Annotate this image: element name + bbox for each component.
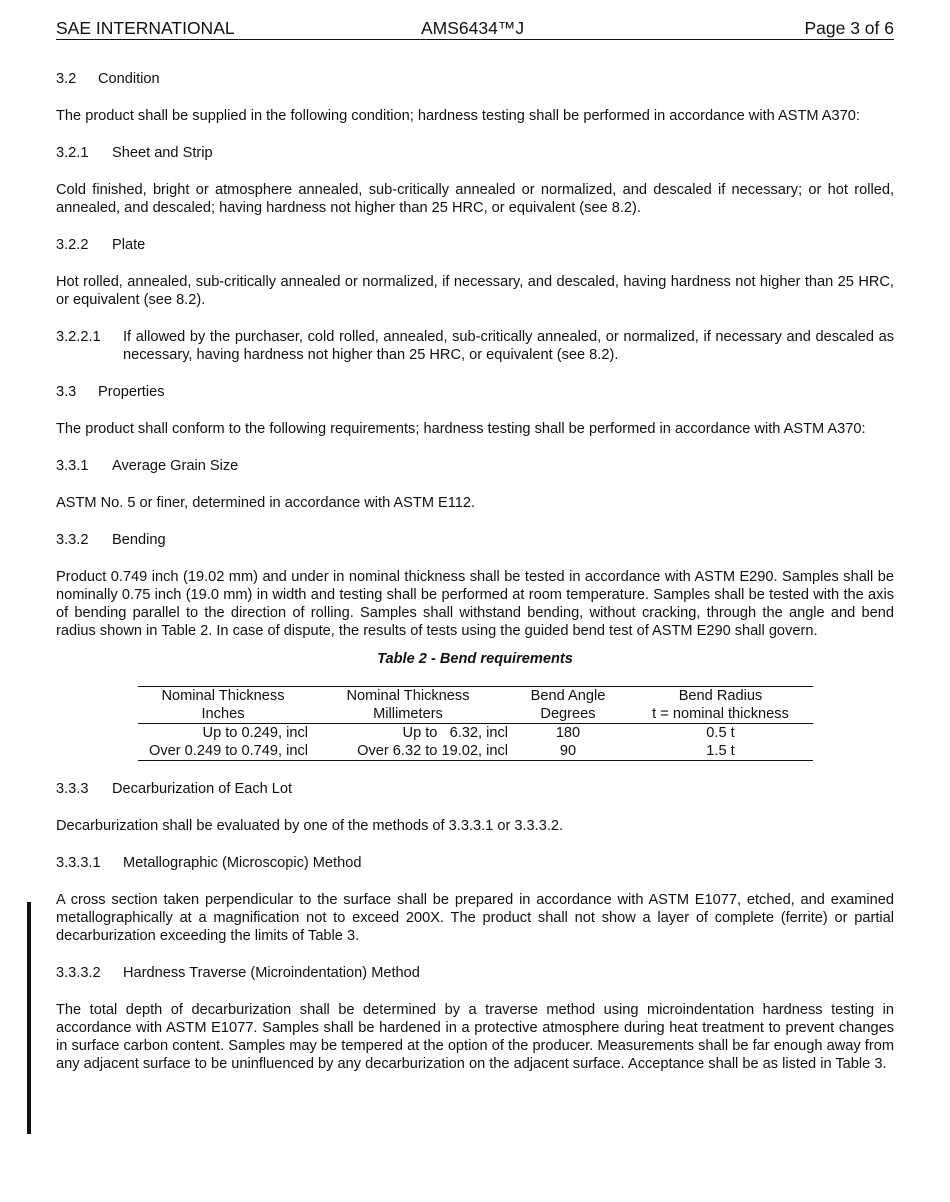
section-3-3-2-heading <box>56 531 894 549</box>
table-cell: Up to 6.32, incl <box>402 725 508 741</box>
col-subheader: Inches <box>138 705 308 724</box>
table-cell: 180 <box>555 725 581 741</box>
section-number: 3.2.1 <box>56 145 89 161</box>
section-3-3-1-heading <box>56 457 894 475</box>
org-name: SAE INTERNATIONAL <box>56 18 235 38</box>
section-3-3-text: The product shall conform to the following requirements; hardness testing shall be performed in accordance with ASTM A370: <box>56 421 866 437</box>
section-title: Hardness Traverse (Microindentation) Method <box>123 965 420 981</box>
section-number: 3.3 <box>56 384 77 400</box>
section-3-2-heading <box>56 70 894 88</box>
col-header: Nominal Thickness <box>138 687 308 706</box>
section-3-3-3-2-text: The total depth of decarburization shall be determined by a traverse method using microindentation hardness testing in accordance with ASTM E1077. Samples shall be hardened in a protective atmosphere during heat treatment to prevent changes in surface carbon content. Samples may be tempered at the option of the producer. Measurements shall be far enough away from any adjacent surface to be uninfluenced by any decarburization on the adjacent surface. Acceptance shall be as listed in Table 3. <box>56 1002 894 1072</box>
section-3-2-1-text: Cold finished, bright or atmosphere annealed, sub-critically annealed or normalized, and descaled if necessary; or hot rolled, annealed, and descaled; having hardness not higher than 25 HRC, or equivalent (see 8.2). <box>56 182 894 216</box>
section-3-2-1-heading <box>56 144 894 162</box>
section-3-2-2-1 <box>56 328 894 364</box>
col-header: Bend Radius <box>628 687 813 706</box>
table-cell: 90 <box>508 742 628 761</box>
section-3-2-text: The product shall be supplied in the following condition; hardness testing shall be performed in accordance with ASTM A370: <box>56 108 860 124</box>
section-3-3-3-2-heading <box>56 964 894 982</box>
table-cell: 0.5 t <box>706 725 735 741</box>
section-number: 3.3.1 <box>56 458 89 474</box>
section-title: Plate <box>112 237 146 253</box>
section-number: 3.2 <box>56 71 77 87</box>
table-header-row <box>138 705 813 724</box>
section-3-3-1-text: ASTM No. 5 or finer, determined in accordance with ASTM E112. <box>56 495 476 511</box>
col-header: Bend Angle <box>508 687 628 706</box>
table-header-row <box>138 687 813 706</box>
section-title: Bending <box>112 532 166 548</box>
section-number: 3.3.3.1 <box>56 855 101 871</box>
page-number: Page 3 of 6 <box>804 18 894 38</box>
section-3-3-2-text: Product 0.749 inch (19.02 mm) and under in nominal thickness shall be tested in accordance with ASTM E290. Samples shall be nominally 0.75 inch (19.0 mm) in width and testing shall be performed at room temperature. Samples shall be tested with the axis of bending parallel to the direction of rolling. Samples shall withstand bending, without cracking, through the angle and bend radius shown in Table 2. In case of dispute, the results of tests using the guided bend test of ASTM E290 shall govern. <box>56 569 894 639</box>
section-title: Condition <box>98 71 160 87</box>
section-title: Properties <box>98 384 165 400</box>
col-subheader: Degrees <box>508 705 628 724</box>
table-cell: Over 0.249 to 0.749, incl <box>138 742 308 761</box>
table-cell: Up to 0.249, incl <box>202 725 308 741</box>
bend-requirements-table <box>138 686 813 761</box>
section-title: Metallographic (Microscopic) Method <box>123 855 362 871</box>
table-row <box>138 724 813 743</box>
section-title: Decarburization of Each Lot <box>112 781 293 797</box>
document-body <box>56 70 894 1092</box>
section-3-3-3-heading <box>56 780 894 798</box>
col-subheader: Millimeters <box>308 705 508 724</box>
section-number: 3.3.3.2 <box>56 965 101 981</box>
section-3-2-2-text: Hot rolled, annealed, sub-critically annealed or normalized, if necessary, and descaled, having hardness not higher than 25 HRC, or equivalent (see 8.2). <box>56 274 894 308</box>
table-cell: 1.5 t <box>628 742 813 761</box>
section-3-3-3-1-heading <box>56 854 894 872</box>
section-number: 3.3.2 <box>56 532 89 548</box>
section-number: 3.2.2.1 <box>56 329 101 345</box>
section-text: If allowed by the purchaser, cold rolled, annealed, sub-critically annealed, or normalized, if necessary and descaled as necessary, having hardness not higher than 25 HRC, or equivalent (see 8.2). <box>123 329 894 363</box>
col-header: Nominal Thickness <box>308 687 508 706</box>
section-3-2-2-heading <box>56 236 894 254</box>
section-number: 3.2.2 <box>56 237 89 253</box>
section-3-3-3-1-text: A cross section taken perpendicular to the surface shall be prepared in accordance with ASTM E1077, etched, and examined metallographically at a magnification not to exceed 200X. The product shall not show a layer of complete (ferrite) or partial decarburization exceeding the limits of Table 3. <box>56 892 894 944</box>
section-title: Sheet and Strip <box>112 145 213 161</box>
page-header <box>56 17 894 40</box>
table-cell: Over 6.32 to 19.02, incl <box>308 742 508 761</box>
section-number: 3.3.3 <box>56 781 89 797</box>
col-subheader: t = nominal thickness <box>628 705 813 724</box>
document-number: AMS6434™J <box>421 18 525 38</box>
section-3-3-heading <box>56 383 894 401</box>
revision-change-bar <box>27 902 31 1134</box>
section-title: Average Grain Size <box>112 458 239 474</box>
section-3-3-3-text: Decarburization shall be evaluated by one of the methods of 3.3.3.1 or 3.3.3.2. <box>56 818 564 834</box>
table-2-title: Table 2 - Bend requirements <box>377 651 573 667</box>
table-row <box>138 742 813 761</box>
